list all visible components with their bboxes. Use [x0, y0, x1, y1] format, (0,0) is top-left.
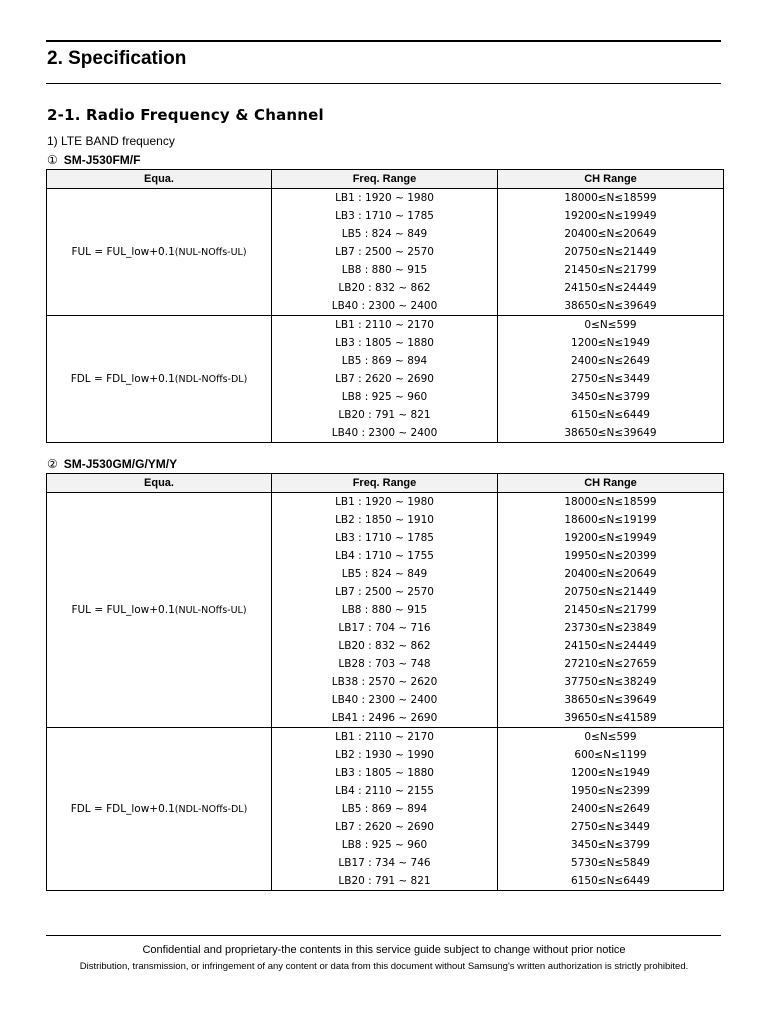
equation-subscript: (NDL-NOffs-DL) [174, 804, 248, 815]
equation-subscript: (NUL-NOffs-UL) [174, 605, 247, 616]
equation-main: FUL = FUL_low+0.1 [71, 246, 175, 258]
freq-range-cell: LB2 : 1850 ~ 1910 [272, 511, 498, 529]
equation-subscript: (NUL-NOffs-UL) [174, 247, 247, 258]
ch-range-cell: 20400≤N≤20649 [498, 565, 724, 583]
ch-range-cell: 1950≤N≤2399 [498, 782, 724, 800]
ch-range-cell: 1200≤N≤1949 [498, 334, 724, 352]
freq-range-cell: LB20 : 832 ~ 862 [272, 637, 498, 655]
freq-range-cell: LB7 : 2500 ~ 2570 [272, 583, 498, 601]
ch-range-cell: 19200≤N≤19949 [498, 207, 724, 225]
freq-range-cell: LB20 : 791 ~ 821 [272, 406, 498, 424]
freq-range-cell: LB5 : 824 ~ 849 [272, 225, 498, 243]
ch-range-cell: 6150≤N≤6449 [498, 872, 724, 891]
freq-range-cell: LB2 : 1930 ~ 1990 [272, 746, 498, 764]
freq-range-cell: LB28 : 703 ~ 748 [272, 655, 498, 673]
freq-range-cell: LB7 : 2620 ~ 2690 [272, 370, 498, 388]
column-header-equa: Equa. [47, 170, 272, 189]
ch-range-cell: 6150≤N≤6449 [498, 406, 724, 424]
subsection-heading: 1) LTE BAND frequency [47, 134, 175, 148]
ch-range-cell: 24150≤N≤24449 [498, 637, 724, 655]
ch-range-cell: 38650≤N≤39649 [498, 424, 724, 443]
footer-rule [46, 935, 721, 936]
model-name: SM-J530GM/G/YM/Y [63, 457, 178, 471]
column-header-ch: CH Range [498, 170, 724, 189]
freq-range-cell: LB8 : 880 ~ 915 [272, 261, 498, 279]
freq-range-cell: LB1 : 1920 ~ 1980 [272, 493, 498, 512]
freq-range-cell: LB1 : 2110 ~ 2170 [272, 316, 498, 335]
freq-range-cell: LB17 : 734 ~ 746 [272, 854, 498, 872]
equation-main: FDL = FDL_low+0.1 [70, 373, 175, 385]
ch-range-cell: 5730≤N≤5849 [498, 854, 724, 872]
ch-range-cell: 600≤N≤1199 [498, 746, 724, 764]
model-label [47, 457, 177, 471]
freq-range-cell: LB8 : 925 ~ 960 [272, 836, 498, 854]
ch-range-cell: 3450≤N≤3799 [498, 836, 724, 854]
freq-range-cell: LB8 : 925 ~ 960 [272, 388, 498, 406]
freq-range-cell: LB3 : 1805 ~ 1880 [272, 764, 498, 782]
ch-range-cell: 19950≤N≤20399 [498, 547, 724, 565]
equation-subscript: (NDL-NOffs-DL) [174, 374, 248, 385]
freq-range-cell: LB40 : 2300 ~ 2400 [272, 691, 498, 709]
column-header-ch: CH Range [498, 474, 724, 493]
freq-range-cell: LB5 : 824 ~ 849 [272, 565, 498, 583]
ch-range-cell: 20400≤N≤20649 [498, 225, 724, 243]
equation-cell [47, 189, 272, 316]
freq-range-cell: LB1 : 2110 ~ 2170 [272, 728, 498, 747]
ch-range-cell: 21450≤N≤21799 [498, 601, 724, 619]
freq-range-cell: LB38 : 2570 ~ 2620 [272, 673, 498, 691]
freq-range-cell: LB17 : 704 ~ 716 [272, 619, 498, 637]
freq-range-cell: LB3 : 1710 ~ 1785 [272, 529, 498, 547]
freq-range-cell: LB3 : 1805 ~ 1880 [272, 334, 498, 352]
column-header-freq: Freq. Range [272, 474, 498, 493]
freq-range-cell: LB20 : 832 ~ 862 [272, 279, 498, 297]
ch-range-cell: 19200≤N≤19949 [498, 529, 724, 547]
equation-cell [47, 316, 272, 443]
model-name: SM-J530FM/F [63, 153, 141, 167]
ch-range-cell: 38650≤N≤39649 [498, 297, 724, 316]
ch-range-cell: 2750≤N≤3449 [498, 370, 724, 388]
equation-main: FDL = FDL_low+0.1 [70, 803, 175, 815]
freq-range-cell: LB4 : 1710 ~ 1755 [272, 547, 498, 565]
top-rule [46, 40, 721, 42]
equation-cell [47, 493, 272, 728]
table-row [47, 189, 724, 208]
ch-range-cell: 3450≤N≤3799 [498, 388, 724, 406]
footer-notice: Confidential and proprietary-the contents in this service guide subject to change without prior notice [142, 944, 626, 956]
equation-main: FUL = FUL_low+0.1 [71, 604, 175, 616]
section-heading: 2-1. Radio Frequency & Channel [47, 106, 324, 124]
ch-range-cell: 18000≤N≤18599 [498, 493, 724, 512]
freq-range-cell: LB7 : 2620 ~ 2690 [272, 818, 498, 836]
table-header-row [47, 170, 724, 189]
ch-range-cell: 20750≤N≤21449 [498, 243, 724, 261]
freq-range-cell: LB8 : 880 ~ 915 [272, 601, 498, 619]
table-row [47, 316, 724, 335]
column-header-equa: Equa. [47, 474, 272, 493]
ch-range-cell: 1200≤N≤1949 [498, 764, 724, 782]
page-title: 2. Specification [47, 48, 187, 69]
ch-range-cell: 38650≤N≤39649 [498, 691, 724, 709]
ch-range-cell: 2750≤N≤3449 [498, 818, 724, 836]
freq-range-cell: LB3 : 1710 ~ 1785 [272, 207, 498, 225]
ch-range-cell: 0≤N≤599 [498, 316, 724, 335]
ch-range-cell: 18000≤N≤18599 [498, 189, 724, 208]
freq-range-cell: LB4 : 2110 ~ 2155 [272, 782, 498, 800]
ch-range-cell: 2400≤N≤2649 [498, 800, 724, 818]
freq-range-cell: LB40 : 2300 ~ 2400 [272, 424, 498, 443]
freq-range-cell: LB7 : 2500 ~ 2570 [272, 243, 498, 261]
freq-range-cell: LB5 : 869 ~ 894 [272, 352, 498, 370]
column-header-freq: Freq. Range [272, 170, 498, 189]
ch-range-cell: 20750≤N≤21449 [498, 583, 724, 601]
ch-range-cell: 24150≤N≤24449 [498, 279, 724, 297]
freq-range-cell: LB41 : 2496 ~ 2690 [272, 709, 498, 728]
ch-range-cell: 27210≤N≤27659 [498, 655, 724, 673]
footer-legal: Distribution, transmission, or infringement of any content or data from this document without Samsung's written authorization is strictly prohibited. [79, 961, 689, 972]
freq-range-cell: LB1 : 1920 ~ 1980 [272, 189, 498, 208]
ch-range-cell: 0≤N≤599 [498, 728, 724, 747]
ch-range-cell: 37750≤N≤38249 [498, 673, 724, 691]
table-row [47, 493, 724, 512]
ch-range-cell: 23730≤N≤23849 [498, 619, 724, 637]
equation-cell [47, 728, 272, 891]
ch-range-cell: 2400≤N≤2649 [498, 352, 724, 370]
freq-range-cell: LB5 : 869 ~ 894 [272, 800, 498, 818]
model-number: ① [47, 153, 58, 167]
freq-range-cell: LB20 : 791 ~ 821 [272, 872, 498, 891]
ch-range-cell: 18600≤N≤19199 [498, 511, 724, 529]
model-label [47, 153, 140, 167]
freq-range-cell: LB40 : 2300 ~ 2400 [272, 297, 498, 316]
lte-band-table [46, 169, 724, 443]
title-rule [46, 83, 721, 84]
table-row [47, 728, 724, 747]
model-number: ② [47, 457, 58, 471]
lte-band-table [46, 473, 724, 891]
ch-range-cell: 21450≤N≤21799 [498, 261, 724, 279]
table-header-row [47, 474, 724, 493]
ch-range-cell: 39650≤N≤41589 [498, 709, 724, 728]
